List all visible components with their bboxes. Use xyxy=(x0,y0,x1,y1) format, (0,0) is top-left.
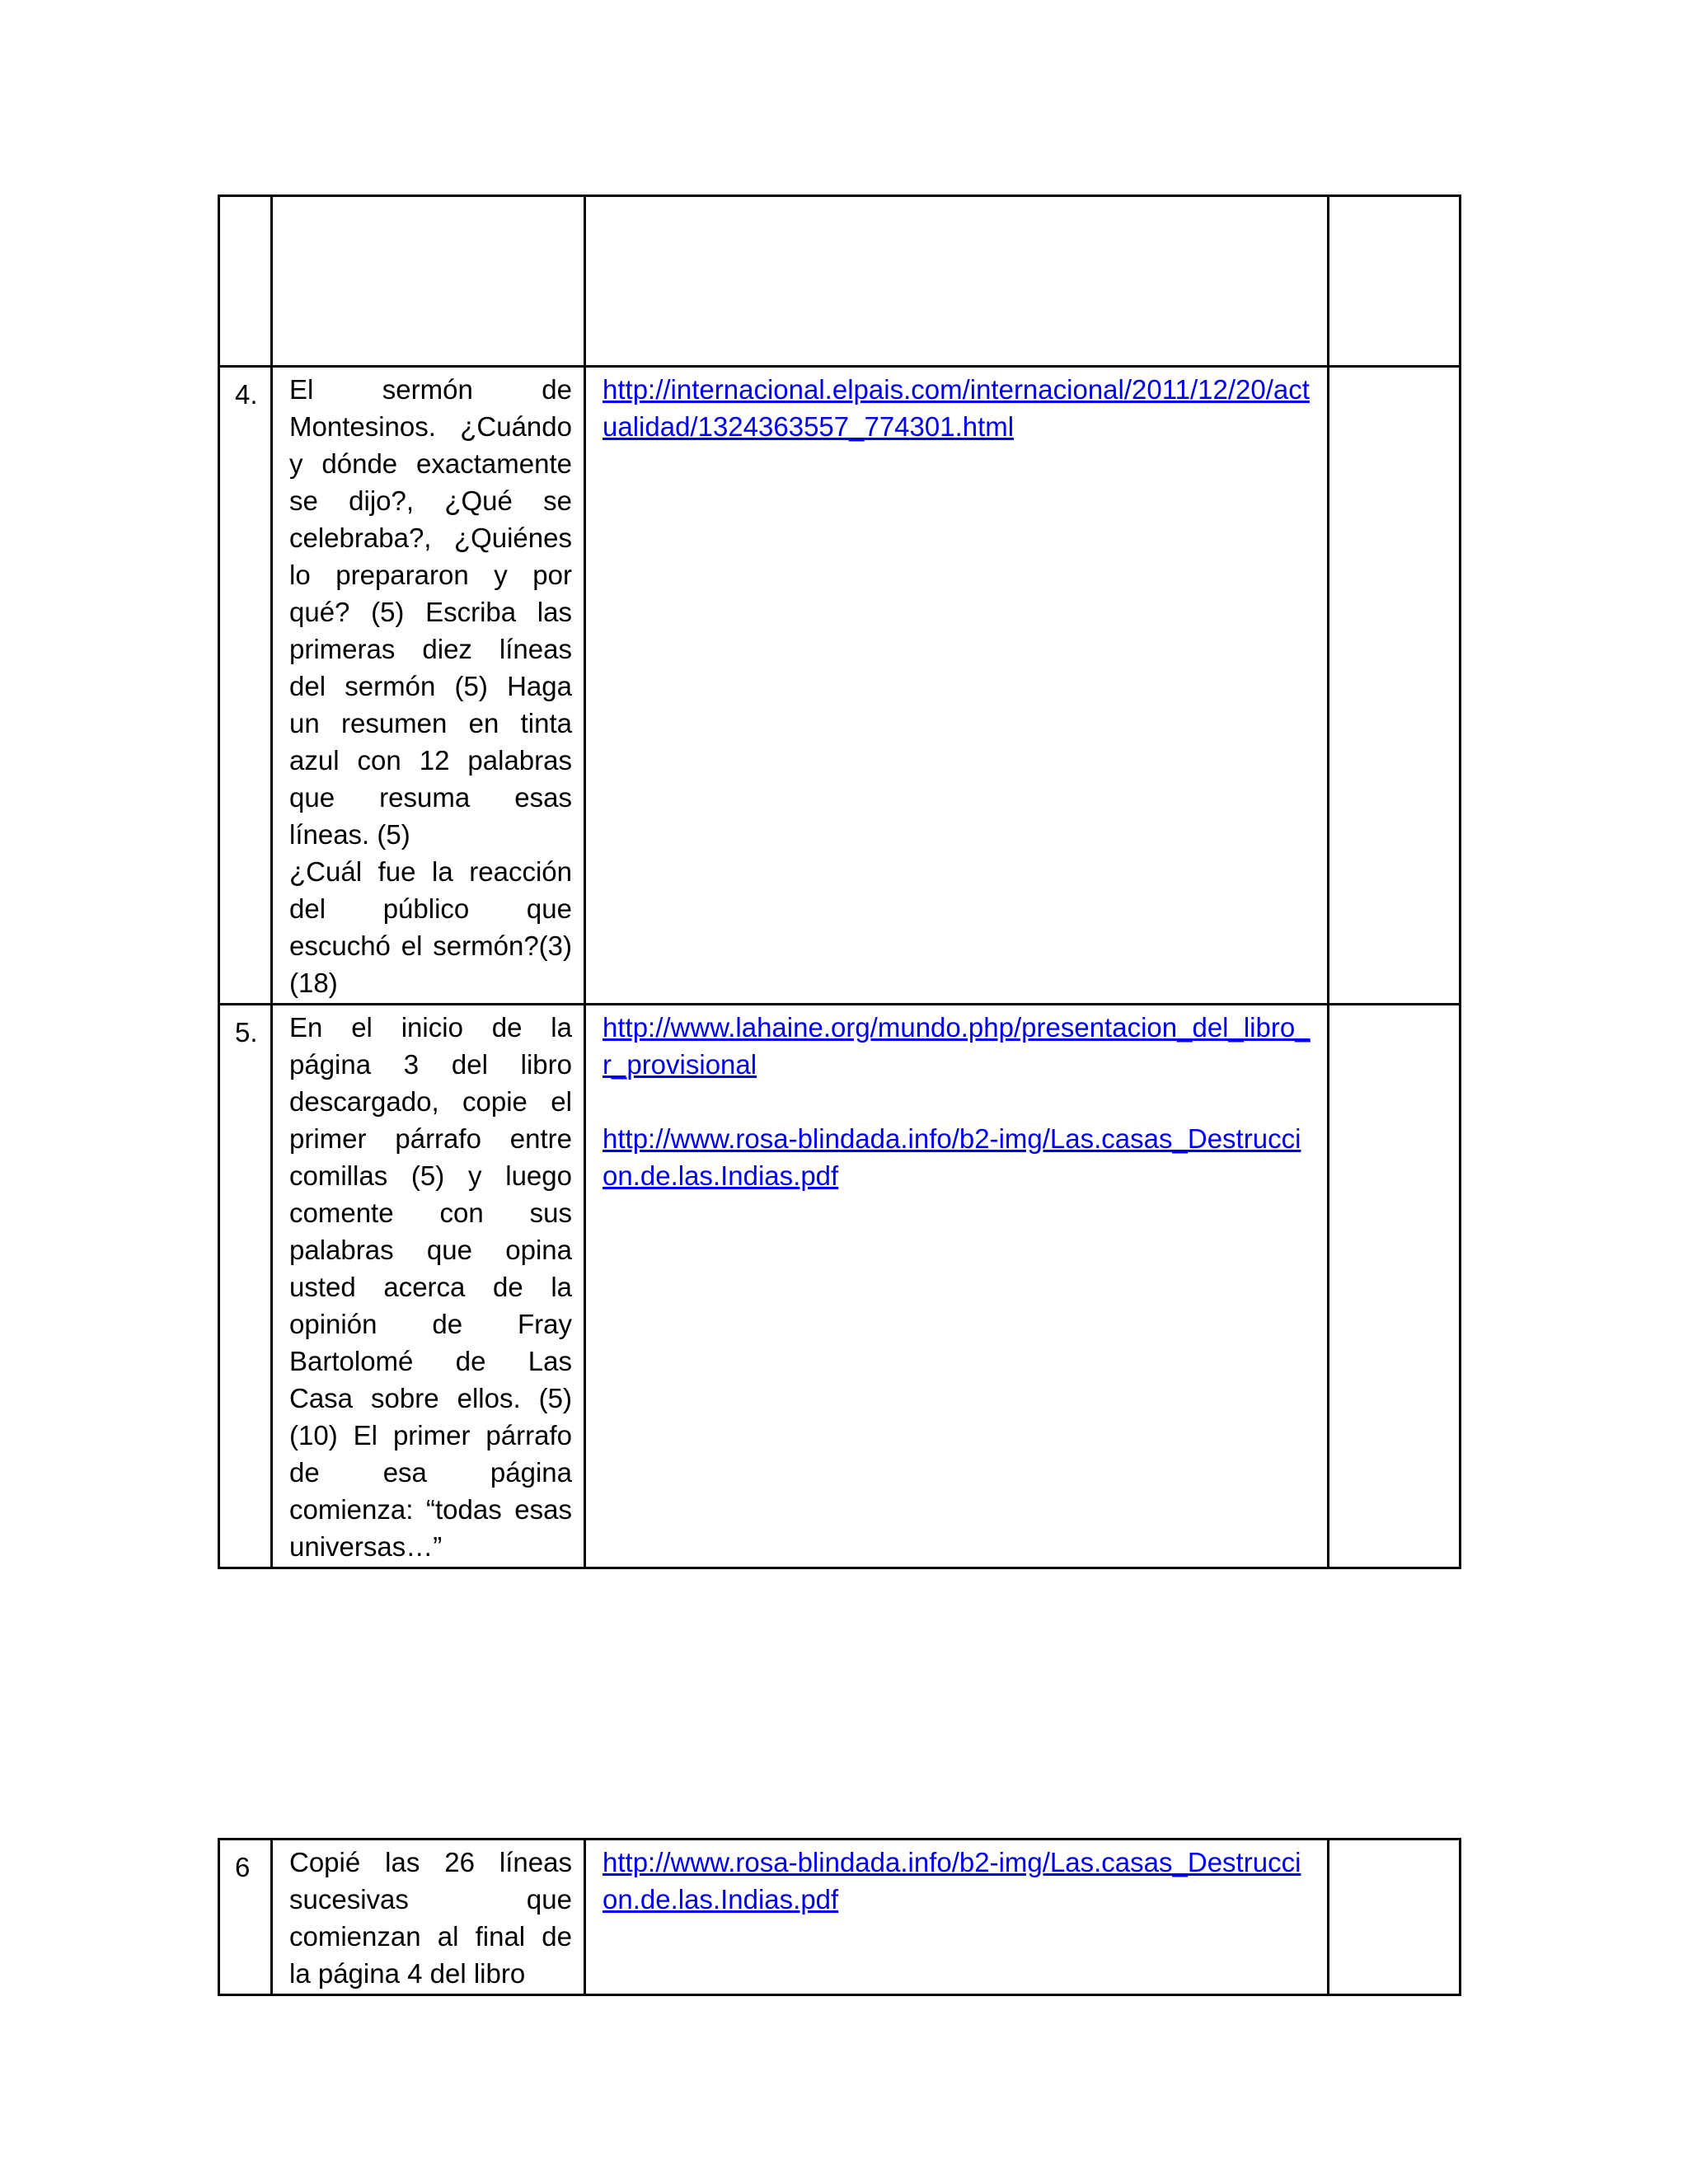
questions-table-continued xyxy=(218,1838,1461,1996)
row-number-cell xyxy=(219,1840,272,1995)
question-text: ¿Cuál fue la reacción del público que escuchó el sermón?(3) (18) xyxy=(289,856,572,998)
reference-link[interactable]: http://www.lahaine.org/mundo.php/presentacion_del_libro_r_provisional xyxy=(603,1012,1311,1080)
row-number: 5. xyxy=(235,1017,258,1047)
table-row-blank xyxy=(219,196,1461,367)
score-cell xyxy=(1329,367,1461,1005)
questions-table xyxy=(218,194,1461,1569)
question-text: En el inicio de la página 3 del libro descargado, copie el primer párrafo entre comillas (5) y luego comente con sus palabras que opina usted acerca de la opinión de Fray Bartolomé de Las Casa sobre ellos. (5) (10) El primer párrafo de esa página comienza: “todas esas universas…” xyxy=(289,1012,572,1562)
reference-link[interactable]: http://internacional.elpais.com/internacional/2011/12/20/actualidad/1324363557_774301.html xyxy=(603,374,1310,442)
question-cell xyxy=(272,1840,585,1995)
table-row-5 xyxy=(219,1005,1461,1568)
reference-link[interactable]: http://www.rosa-blindada.info/b2-img/Las.casas_Destruccion.de.las.Indias.pdf xyxy=(603,1847,1301,1915)
question-text: Copié las 26 líneas sucesivas que comienzan al final de la página 4 del libro xyxy=(289,1847,572,1989)
links-cell xyxy=(585,1840,1329,1995)
question-cell xyxy=(272,196,585,367)
links-cell xyxy=(585,196,1329,367)
question-cell xyxy=(272,1005,585,1568)
row-number: 4. xyxy=(235,379,258,410)
row-number-cell xyxy=(219,1005,272,1568)
question-text: El sermón de Montesinos. ¿Cuándo y dónde exactamente se dijo?, ¿Qué se celebraba?, ¿Quiénes lo prepararon y por qué? (5) Escriba las primeras diez líneas del sermón (5) Haga un resumen en tinta azul con 12 palabras que resuma esas líneas. (5) xyxy=(289,374,572,850)
question-cell xyxy=(272,367,585,1005)
links-cell xyxy=(585,1005,1329,1568)
links-cell xyxy=(585,367,1329,1005)
reference-link[interactable]: http://www.rosa-blindada.info/b2-img/Las.casas_Destruccion.de.las.Indias.pdf xyxy=(603,1123,1301,1191)
row-number: 6 xyxy=(235,1852,251,1882)
table-row-6 xyxy=(219,1840,1461,1995)
score-cell xyxy=(1329,1840,1461,1995)
link-spacer xyxy=(603,1083,1315,1120)
row-number-cell xyxy=(219,196,272,367)
score-cell xyxy=(1329,1005,1461,1568)
score-cell xyxy=(1329,196,1461,367)
row-number-cell xyxy=(219,367,272,1005)
table-row-4 xyxy=(219,367,1461,1005)
